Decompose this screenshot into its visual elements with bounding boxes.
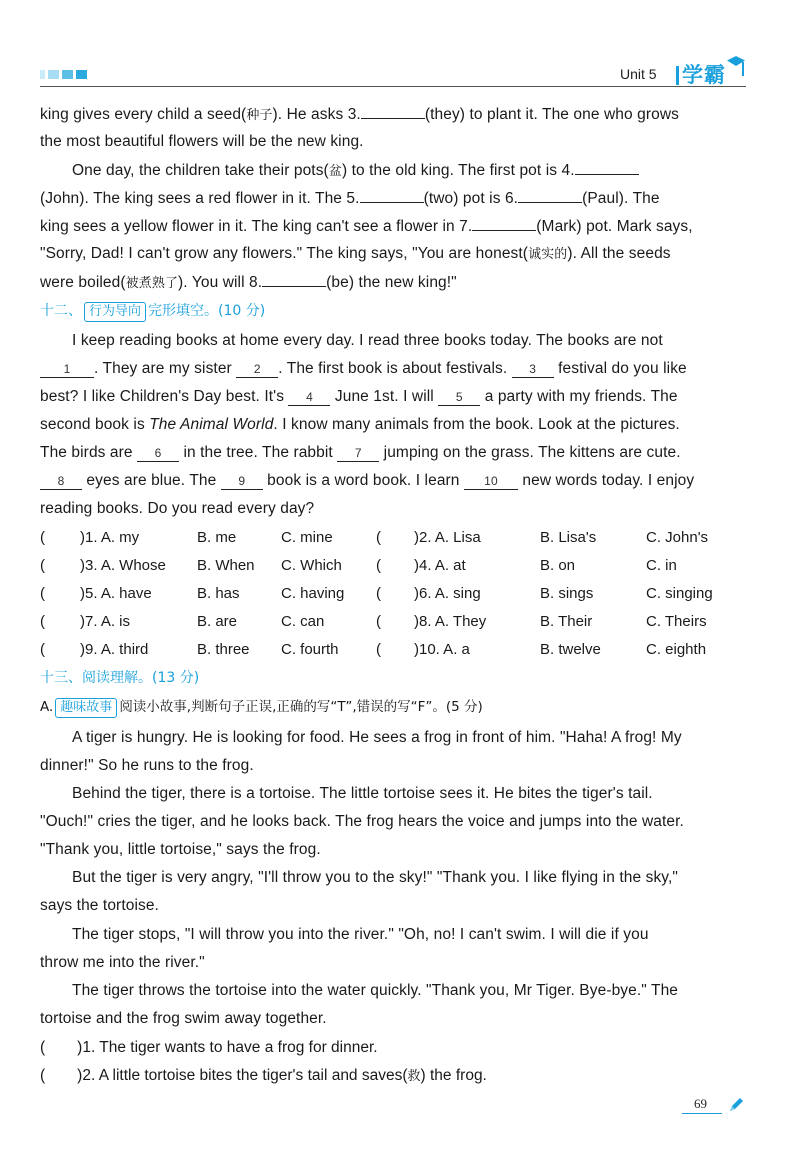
answer-paren-2[interactable]: (: [376, 529, 381, 546]
cloze-line-5: The birds are 6 in the tree. The rabbit 7 jumping on the grass. The kittens are cute.: [40, 444, 681, 461]
story2-line-9: throw me into the river.": [40, 954, 205, 971]
section-12-heading: 十二、 行为导向 完形填空。(10 分): [40, 298, 265, 324]
header-decoration: [40, 70, 87, 79]
story2-line-3: Behind the tiger, there is a tortoise. The little tortoise sees it. He bites the tiger's tail.: [72, 785, 653, 802]
story2-line-11: tortoise and the frog swim away together.: [40, 1010, 327, 1027]
blank-3[interactable]: [361, 101, 425, 119]
cloze-blank-8[interactable]: 8: [40, 472, 82, 490]
cloze-blank-2[interactable]: 2: [236, 360, 278, 378]
blank-6[interactable]: [518, 185, 582, 203]
answer-paren-9[interactable]: (: [40, 641, 45, 658]
answer-paren-1[interactable]: (: [40, 529, 45, 546]
header-divider: [676, 66, 679, 85]
story2-line-6: But the tiger is very angry, "I'll throw you to the sky!" "Thank you. I like flying in the sky,": [72, 869, 679, 886]
section-12-tag: 行为导向: [84, 302, 146, 322]
cloze-line-7: reading books. Do you read every day?: [40, 500, 315, 517]
story2-line-4: "Ouch!" cries the tiger, and he looks back. The frog hears the voice and jumps into the water.: [40, 813, 684, 830]
header-rule: [40, 86, 746, 87]
story2-line-8: The tiger stops, "I will throw you into the river." "Oh, no! I can't swim. I will die if you: [72, 926, 649, 943]
cap-tassel-icon: [742, 62, 744, 76]
tf-answer-paren-1[interactable]: (: [40, 1039, 46, 1056]
cloze-line-1: I keep reading books at home every day. I read three books today. The books are not: [72, 332, 663, 349]
story2-line-1: A tiger is hungry. He is looking for food. He sees a frog in front of him. "Haha! A frog! My: [72, 729, 682, 746]
brand-logo: 学霸: [682, 63, 726, 87]
cloze-blank-9[interactable]: 9: [221, 472, 263, 490]
cloze-blank-7[interactable]: 7: [337, 444, 379, 462]
story1-line-3: One day, the children take their pots(盆) to the old king. The first pot is 4.: [40, 157, 745, 183]
answer-paren-5[interactable]: (: [40, 585, 45, 602]
blank-4[interactable]: [575, 157, 639, 175]
story1-line-5: king sees a yellow flower in it. The king can't see a flower in 7. (Mark) pot. Mark says,: [40, 213, 745, 239]
cloze-blank-4[interactable]: 4: [288, 388, 330, 406]
page-number-rule: [682, 1113, 722, 1114]
answer-paren-10[interactable]: (: [376, 641, 381, 658]
story2-line-7: says the tortoise.: [40, 897, 159, 914]
section-13-heading: 十三、阅读理解。(13 分): [40, 670, 200, 686]
story2-line-2: dinner!" So he runs to the frog.: [40, 757, 254, 774]
story1-line-4: (John). The king sees a red flower in it. The 5. (two) pot is 6. (Paul). The: [40, 185, 745, 211]
cloze-blank-3[interactable]: 3: [512, 360, 554, 378]
cloze-blank-6[interactable]: 6: [137, 444, 179, 462]
cloze-blank-10[interactable]: 10: [464, 472, 518, 490]
blank-8[interactable]: [262, 269, 326, 287]
answer-paren-8[interactable]: (: [376, 613, 381, 630]
cloze-line-6: 8 eyes are blue. The 9 book is a word book. I learn 10 new words today. I enjoy: [40, 468, 745, 494]
tf-question-2: ( )2. A little tortoise bites the tiger's tail and saves(救) the frog.: [40, 1067, 487, 1084]
blank-5[interactable]: [360, 185, 424, 203]
cloze-line-3: best? I like Children's Day best. It's 4 June 1st. I will 5 a party with my friends. The: [40, 388, 678, 405]
blank-7[interactable]: [472, 213, 536, 231]
answer-paren-4[interactable]: (: [376, 557, 381, 574]
part-a-instruction: A. 趣味故事 阅读小故事,判断句子正误,正确的写“T”,错误的写“F”。(5 分): [40, 694, 483, 720]
answer-paren-7[interactable]: (: [40, 613, 45, 630]
pencil-icon: [728, 1097, 744, 1113]
story2-line-10: The tiger throws the tortoise into the water quickly. "Thank you, Mr Tiger. Bye-bye." The: [72, 982, 679, 999]
story1-line-2: the most beautiful flowers will be the new king.: [40, 133, 364, 150]
cloze-blank-1[interactable]: 1: [40, 360, 94, 378]
story2-line-5: "Thank you, little tortoise," says the frog.: [40, 841, 321, 858]
page-number: 69: [694, 1096, 707, 1111]
story1-line-7: were boiled(被煮熟了). You will 8. (be) the new king!": [40, 269, 745, 295]
tf-answer-paren-2[interactable]: (: [40, 1067, 46, 1084]
answer-paren-6[interactable]: (: [376, 585, 381, 602]
cloze-line-2: 1 . They are my sister 2 . The first book is about festivals. 3 festival do you like: [40, 356, 745, 382]
tf-question-1: ( )1. The tiger wants to have a frog for dinner.: [40, 1039, 378, 1056]
cloze-line-4: second book is The Animal World. I know many animals from the book. Look at the pictures.: [40, 416, 680, 433]
story1-line-1: king gives every child a seed(种子). He asks 3. (they) to plant it. The one who grows: [40, 101, 745, 127]
unit-label: Unit 5: [620, 66, 657, 82]
part-a-tag: 趣味故事: [55, 698, 117, 718]
story1-line-6: "Sorry, Dad! I can't grow any flowers." The king says, "You are honest(诚实的). All the seeds: [40, 245, 671, 262]
cloze-blank-5[interactable]: 5: [438, 388, 480, 406]
answer-paren-3[interactable]: (: [40, 557, 45, 574]
